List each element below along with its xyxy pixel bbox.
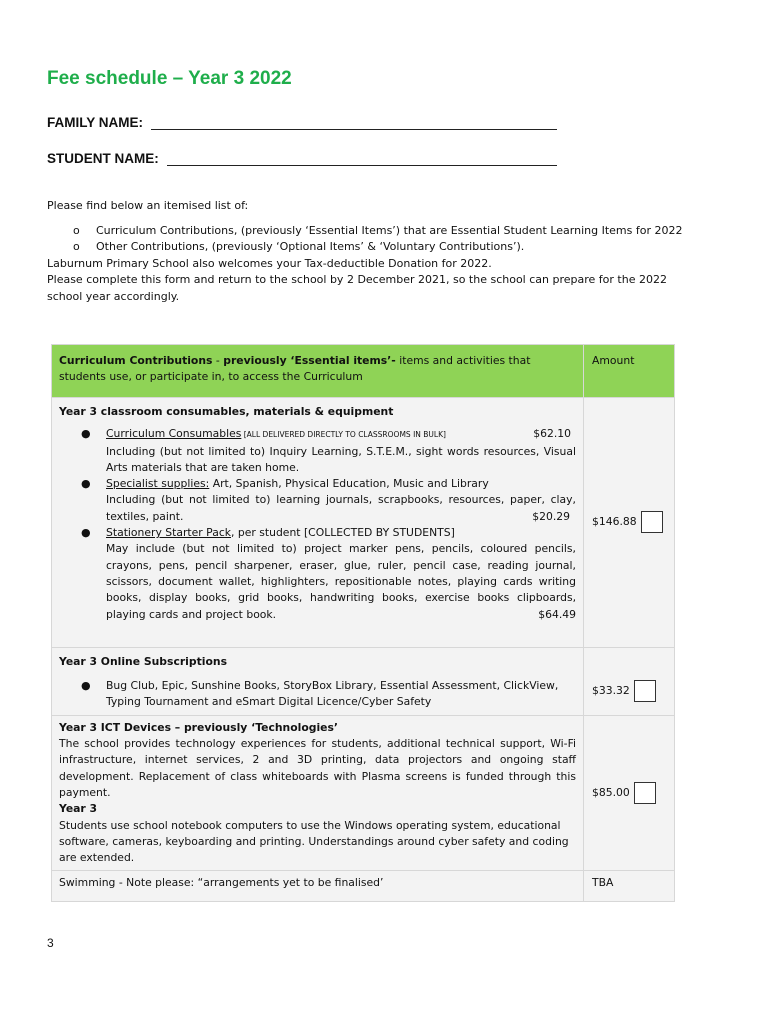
list-item: ● Curriculum Consumables [ALL DELIVERED DIRECTLY TO CLASSROOMS IN BULK] $62.10 Including (but not limited to) Inquiry Learning, S.T.E.M., sight words resources, Visual Arts materials that are taken home. xyxy=(81,427,576,474)
student-name-label: STUDENT NAME: xyxy=(47,151,159,166)
bullet-marker: o xyxy=(73,223,80,237)
amount-checkbox[interactable] xyxy=(641,511,663,533)
list-item: ● Specialist supplies: Art, Spanish, Physical Education, Music and Library Including (but not limited to) learning journals, scrapbooks, resources, paper, clay, textiles, paint. $20.29 xyxy=(59,476,576,525)
bullet-marker: o xyxy=(73,240,80,253)
row-description xyxy=(52,398,584,648)
amount-checkbox[interactable] xyxy=(634,680,656,702)
intro-line-2: Laburnum Primary School also welcomes your Tax-deductible Donation for 2022. xyxy=(47,256,492,270)
row-amount: $85.00 xyxy=(584,715,675,871)
student-name-input-line[interactable] xyxy=(167,151,557,166)
intro-bullet-item: o Other Contributions, (previously ‘Optional Items’ & ‘Voluntary Contributions’). xyxy=(47,239,687,256)
family-name-field xyxy=(47,115,557,130)
student-name-field xyxy=(47,151,557,166)
page-number: 3 xyxy=(47,936,54,950)
item-list xyxy=(59,426,576,623)
row-amount: TBA xyxy=(584,871,675,902)
table-row xyxy=(52,398,675,648)
intro-text xyxy=(47,198,687,305)
table-header-row xyxy=(52,345,675,398)
row-amount: $146.88 xyxy=(584,398,675,648)
intro-line-1: Please find below an itemised list of: xyxy=(47,199,249,212)
table-row xyxy=(52,871,675,902)
table-row xyxy=(52,647,675,715)
row-heading: Year 3 ICT Devices – previously ‘Technologies’ xyxy=(59,720,339,734)
row-description: Swimming - Note please: “arrangements yet to be finalised’ xyxy=(52,871,584,902)
item-price: $20.29 xyxy=(532,509,570,523)
header-description: Curriculum Contributions - previously ‘Essential items’- items and activities that students use, or participate in, to access the Curriculum xyxy=(52,345,584,398)
table-row xyxy=(52,715,675,871)
row-heading: Year 3 classroom consumables, materials & equipment xyxy=(59,405,394,418)
page-title: Fee schedule – Year 3 2022 xyxy=(47,68,292,89)
intro-line-3: Please complete this form and return to the school by 2 December 2021, so the school can prepare for the 2022 school year accordingly. xyxy=(47,273,667,303)
intro-bullet-list xyxy=(47,223,687,256)
list-item: ● Bug Club, Epic, Sunshine Books, StoryBox Library, Essential Assessment, ClickView, Typing Tournament and eSmart Digital Licence/Cyber Safety xyxy=(81,679,559,709)
item-list xyxy=(59,678,576,711)
list-item: ● Stationery Starter Pack, per student [COLLECTED BY STUDENTS] May include (but not limited to) project marker pens, pencils, coloured pencils, crayons, pens, pencil sharpener, eraser, glue, ruler, pencil case, reading journal, scissors, document wallet, highlighters, repositionable notes, playing cards writing books, display books, grid books, handwriting books, exercise books clipboards, playing cards and project book. $64.49 xyxy=(59,525,576,623)
item-price: $62.10 xyxy=(533,427,571,441)
row-heading: Year 3 Online Subscriptions xyxy=(59,654,227,668)
row-description: Year 3 ICT Devices – previously ‘Technologies’ The school provides technology experiences for students, additional technical support, Wi-Fi infrastructure, internet services, 2 and 3D printing, data projectors and ongoing staff development. Replacement of class whiteboards with Plasma screens is funded through this payment. Year 3 Students use school notebook computers to use the Windows operating system, educational software, cameras, keyboarding and printing. Understandings around cyber safety and coding are extended. xyxy=(52,715,584,871)
family-name-label: FAMILY NAME: xyxy=(47,115,144,130)
intro-bullet-item: o Curriculum Contributions, (previously ‘Essential Items’) that are Essential Student Learning Items for 2022 xyxy=(47,223,687,240)
row-amount: $33.32 xyxy=(584,647,675,715)
header-amount: Amount xyxy=(584,345,675,398)
family-name-input-line[interactable] xyxy=(151,115,557,130)
item-price: $64.49 xyxy=(538,607,576,621)
fee-table xyxy=(51,344,675,902)
amount-checkbox[interactable] xyxy=(634,782,656,804)
row-description xyxy=(52,647,584,715)
